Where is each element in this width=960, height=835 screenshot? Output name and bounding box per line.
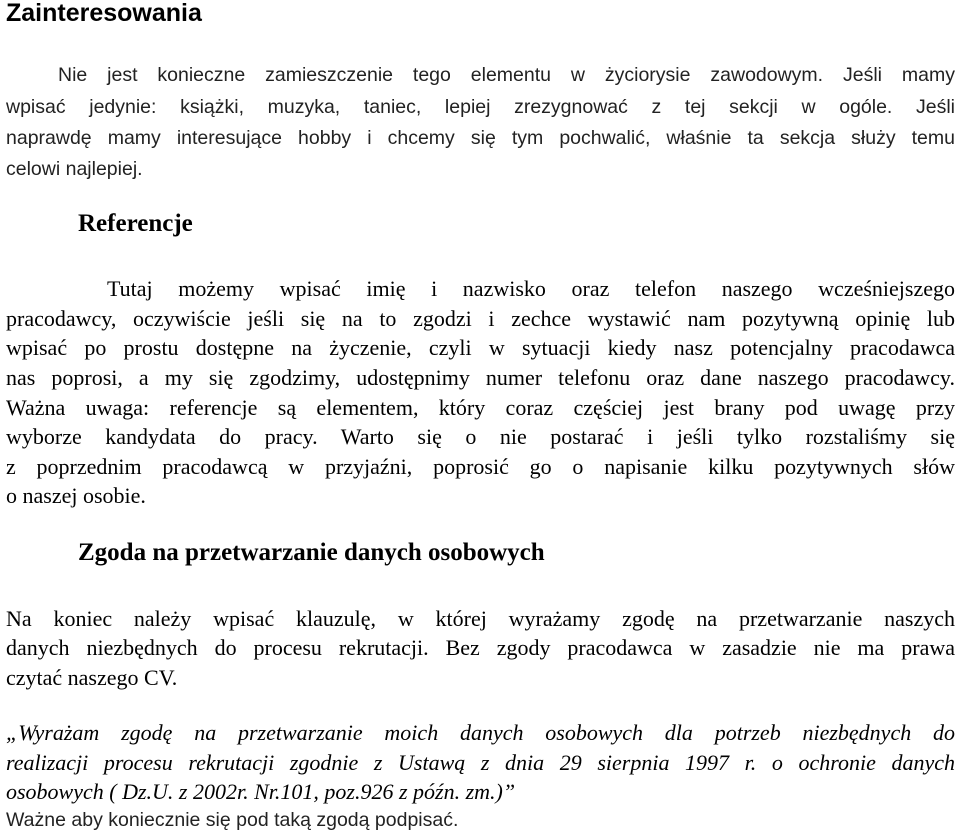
references-paragraph-line: o naszej osobie. [6, 483, 146, 508]
references-paragraph-line: nas poprosi, a my się zgodzimy, udostępnimy numer telefonu oraz dane naszego pracodawcy. [6, 365, 955, 390]
references-paragraph-line: z poprzednim pracodawcą w przyjaźni, poprosić go o napisanie kilku pozytywnych słów [6, 454, 955, 479]
consent-paragraph-line: danych niezbędnych do procesu rekrutacji. Bez zgody pracodawca w zasadzie nie ma prawa [6, 635, 955, 660]
interests-paragraph-line: naprawdę mamy interesujące hobby i chcemy się tym pochwalić, właśnie ta sekcja służy temu [6, 127, 955, 149]
references-paragraph-line: wyborze kandydata do pracy. Warto się o nie postarać i jeśli tylko rozstaliśmy się [6, 424, 955, 449]
consent-clause-line: osobowych ( Dz.U. z 2002r. Nr.101, poz.926 z późn. zm.)” [6, 779, 516, 804]
consent-clause-line: „Wyrażam zgodę na przetwarzanie moich danych osobowych dla potrzeb niezbędnych do [6, 720, 955, 745]
consent-clause-line: realizacji procesu rekrutacji zgodnie z Ustawą z dnia 29 sierpnia 1997 r. o ochronie danych [6, 750, 955, 775]
consent-paragraph-line: czytać naszego CV. [6, 665, 178, 690]
heading-references: Referencje [78, 210, 193, 237]
interests-paragraph-line: Nie jest konieczne zamieszczenie tego elementu w życiorysie zawodowym. Jeśli mamy [58, 64, 955, 86]
references-paragraph-line: Tutaj możemy wpisać imię i nazwisko oraz telefon naszego wcześniejszego [107, 276, 955, 301]
heading-interests: Zainteresowania [6, 0, 202, 27]
interests-paragraph-line: celowi najlepiej. [6, 158, 143, 180]
references-paragraph-line: pracodawcy, oczywiście jeśli się na to zgodzi i zechce wystawić nam pozytywną opinię lub [6, 306, 955, 331]
consent-signature-note: Ważne aby koniecznie się pod taką zgodą podpisać. [6, 809, 459, 831]
consent-paragraph-line: Na koniec należy wpisać klauzulę, w której wyrażamy zgodę na przetwarzanie naszych [6, 606, 955, 631]
interests-paragraph-line: wpisać jedynie: książki, muzyka, taniec, lepiej zrezygnować z tej sekcji w ogóle. Jeśli [6, 96, 955, 118]
references-paragraph-line: Ważna uwaga: referencje są elementem, który coraz częściej jest brany pod uwagę przy [6, 395, 955, 420]
heading-consent: Zgoda na przetwarzanie danych osobowych [78, 539, 545, 566]
references-paragraph-line: wpisać po prostu dostępne na życzenie, czyli w sytuacji kiedy nasz potencjalny pracodawca [6, 335, 955, 360]
